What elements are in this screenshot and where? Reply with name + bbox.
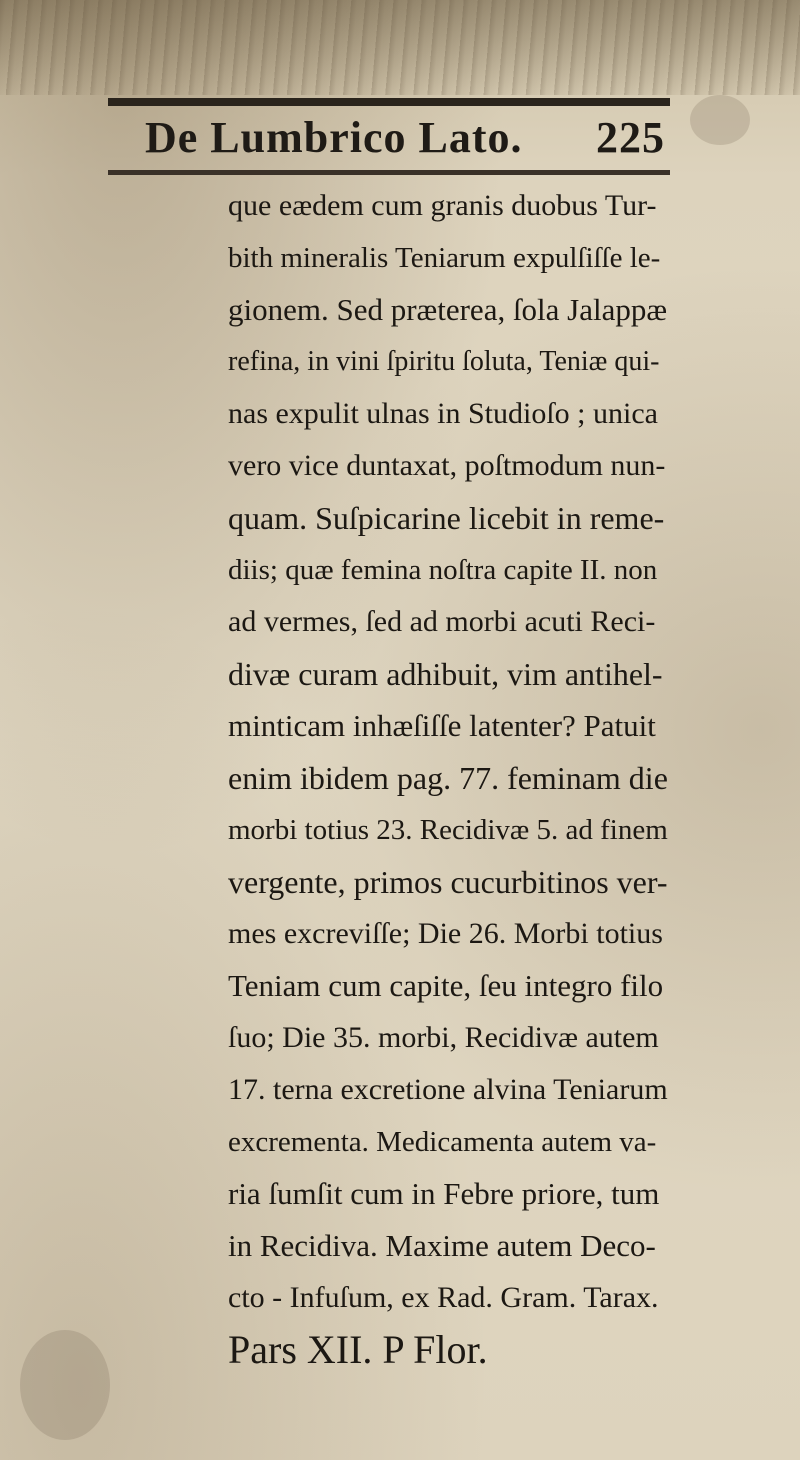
page-number: 225 [596,113,665,162]
text-line: mes excreviſſe; Die 26. Morbi totius [228,917,663,950]
text-line: vergente, primos cucurbitinos ver- [228,864,668,900]
text-line: nas expulit ulnas in Studioſo ; unica [228,397,658,430]
text-line: diis; quæ femina noſtra capite II. non [228,554,658,586]
text-line: in Recidiva. Maxime autem Deco- [228,1228,656,1263]
torn-page-edge [0,0,800,95]
signature-line: Pars XII. P Flor. [228,1327,488,1372]
text-line: Teniam cum capite, ſeu integro filo [228,968,664,1003]
text-line: divæ curam adhibuit, vim antihel- [228,656,663,692]
text-line: ria ſumſit cum in Febre priore, tum [228,1176,660,1211]
text-line: que eædem cum granis duobus Tur- [228,189,657,222]
running-header [145,112,665,164]
text-line: ad vermes, ſed ad morbi acuti Reci- [228,605,656,638]
text-line: ſuo; Die 35. morbi, Recidivæ autem [228,1021,659,1054]
header-underline [108,170,670,175]
paper-stain [20,1330,110,1440]
text-line: enim ibidem pag. 77. feminam die [228,760,668,796]
text-line: excrementa. Medicamenta autem va- [228,1126,657,1158]
text-line: minticam inhæſiſſe latenter? Patuit [228,708,656,743]
header-rule [108,98,670,106]
text-line: gionem. Sed præterea, ſola Jalappæ [228,292,668,327]
text-line: bith mineralis Teniarum expulſiſſe le- [228,242,661,274]
text-line: cto - Infuſum, ex Rad. Gram. Tarax. [228,1281,659,1314]
text-line: 17. terna excretione alvina Teniarum [228,1073,668,1106]
running-title: De Lumbrico Lato. [145,113,523,162]
text-line: morbi totius 23. Recidivæ 5. ad finem [228,814,668,846]
text-line: quam. Suſpicarine licebit in reme- [228,500,665,536]
paper-stain [690,95,750,145]
text-line: vero vice duntaxat, poſtmodum nun- [228,449,666,482]
text-line: refina, in vini ſpiritu ſoluta, Teniæ qui- [228,346,660,377]
